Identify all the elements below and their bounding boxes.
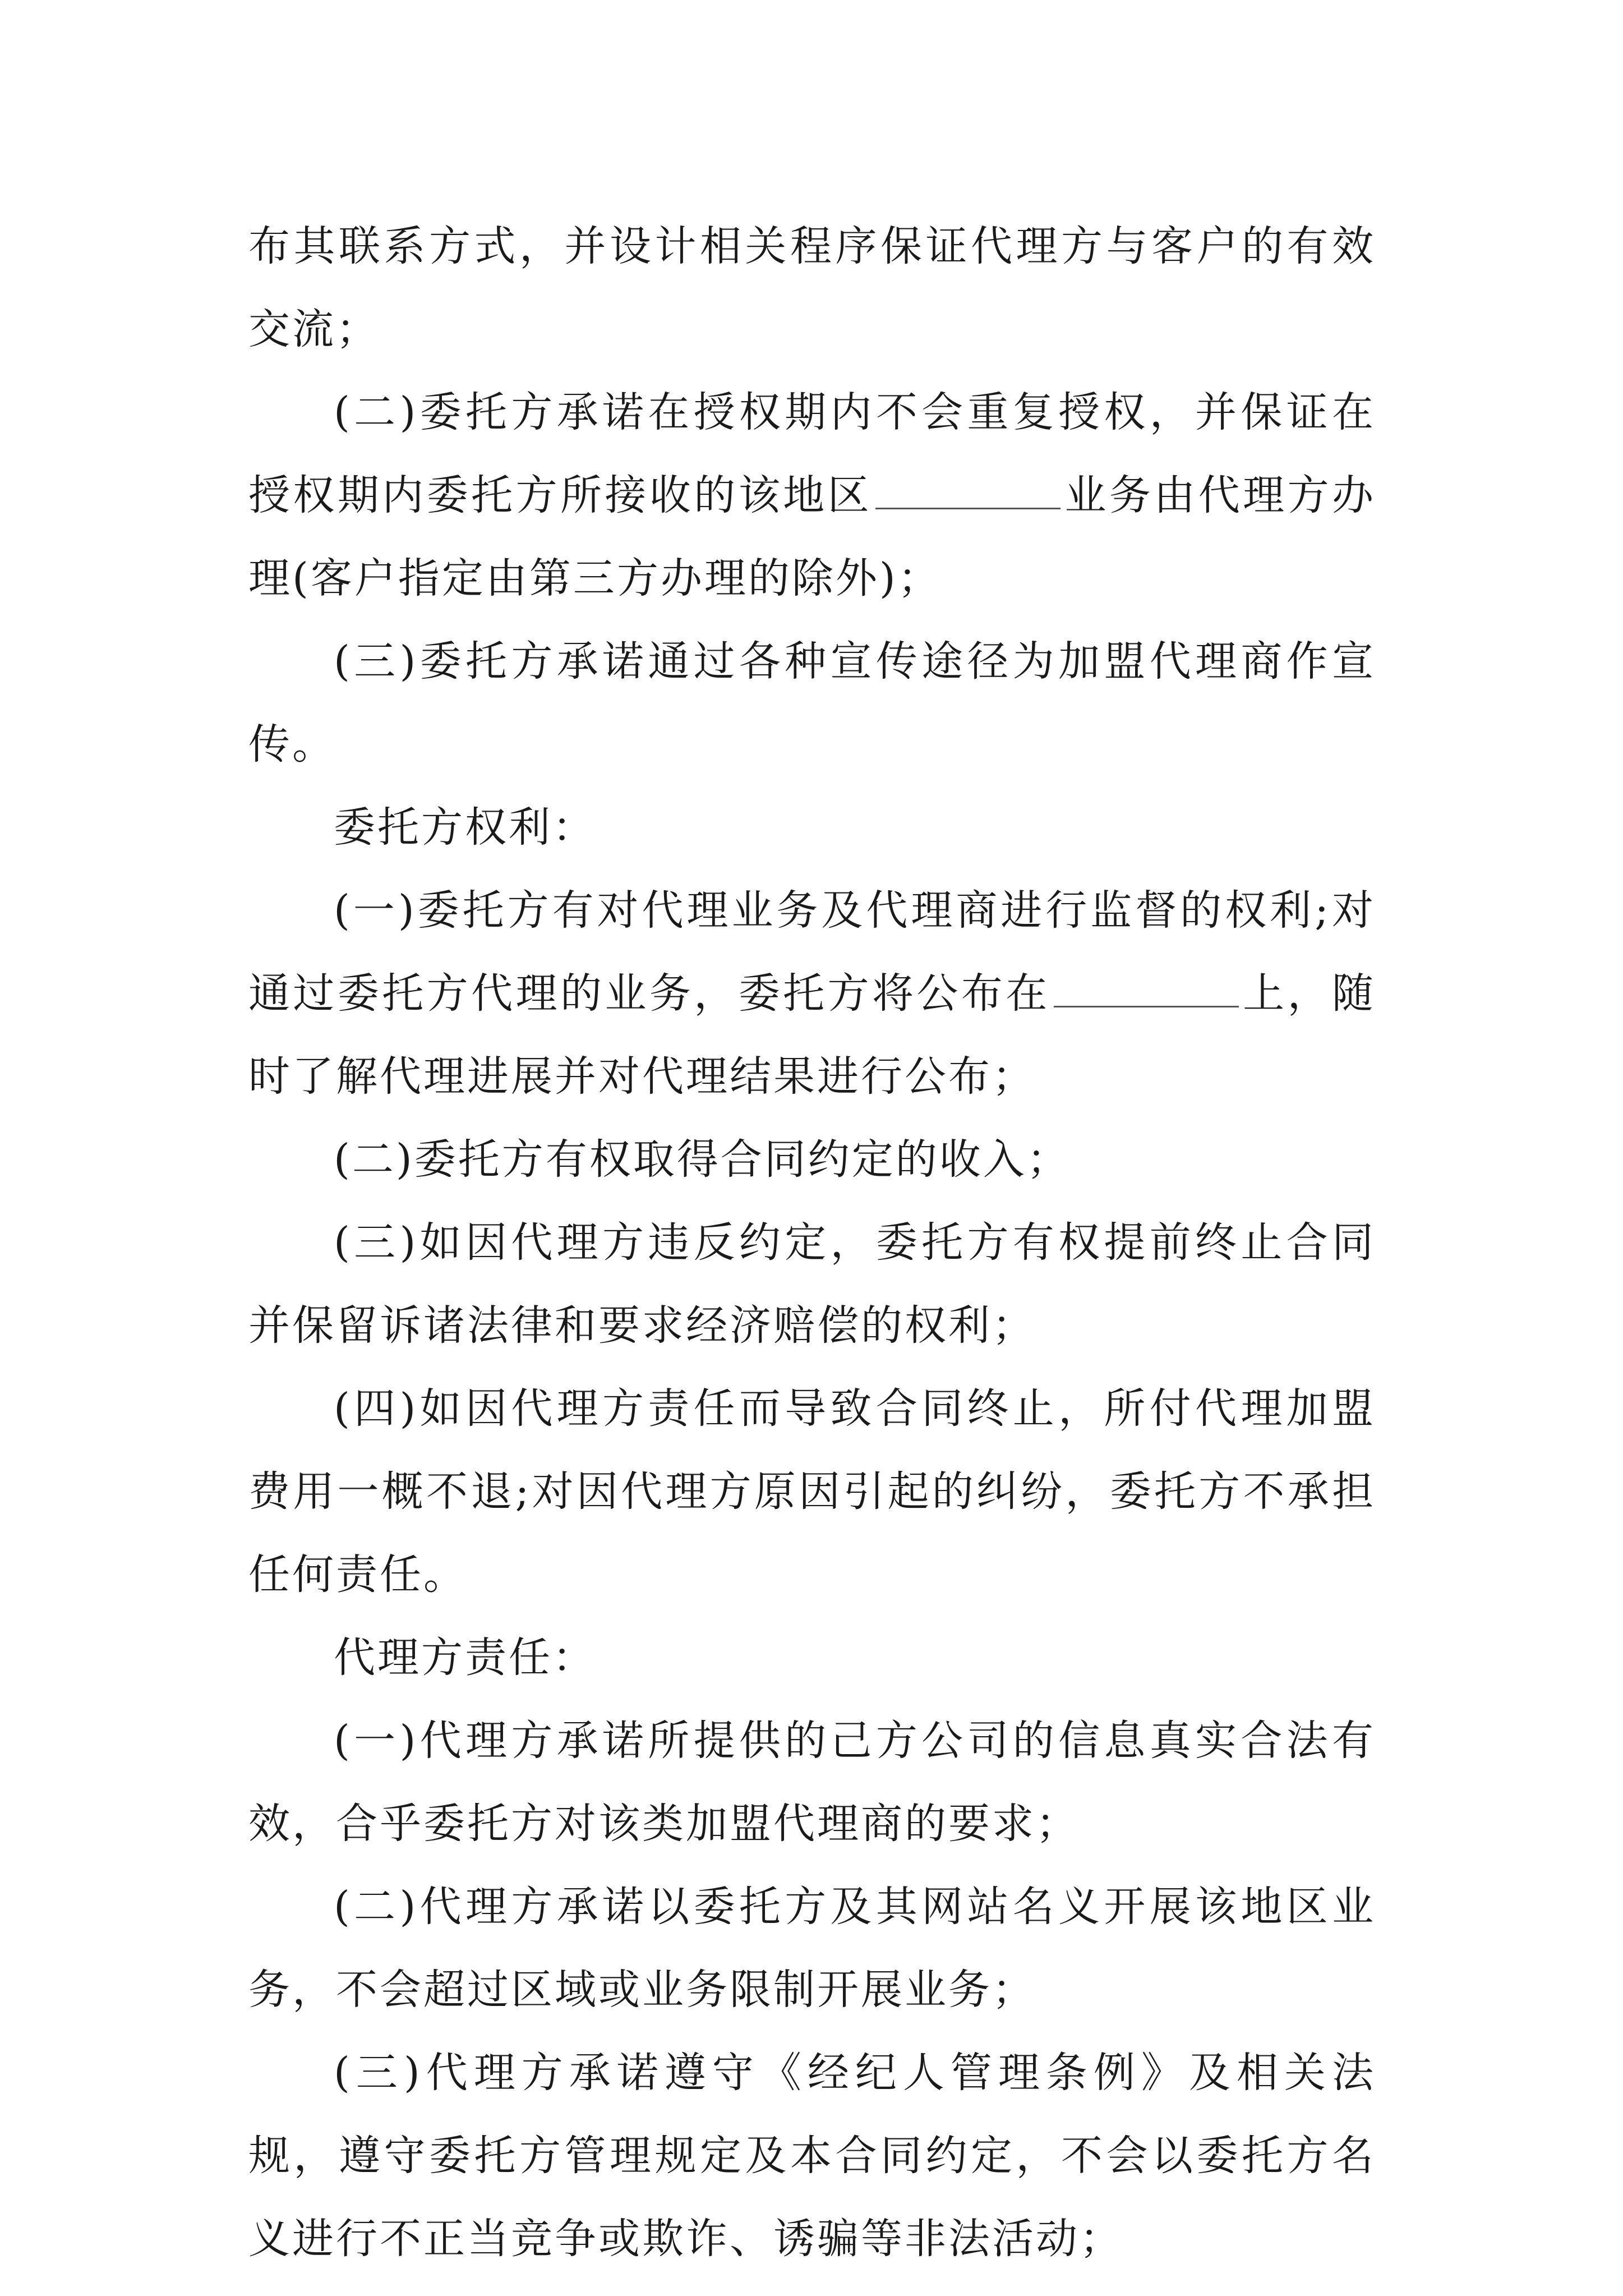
- fill-in-blank-publish-location[interactable]: [1054, 971, 1239, 1007]
- section-heading-text: 代理方责任：: [334, 1634, 596, 1682]
- paragraph-text: (四)如因代理方责任而导致合同终止，所付代理加盟费用一概不退;对因代理方原因引起的纠纷，委托方不承担任何责任。: [248, 1384, 1376, 1599]
- paragraph-agent-responsibility-3: [248, 2031, 1376, 2280]
- paragraph-entrustor-commitment-3: [248, 620, 1376, 786]
- paragraph-text: (一)代理方承诺所提供的己方公司的信息真实合法有效，合乎委托方对该类加盟代理商的要求；: [248, 1717, 1376, 1848]
- paragraph-text: 布其联系方式，并设计相关程序保证代理方与客户的有效交流；: [248, 222, 1376, 353]
- section-heading-entrustor-rights: [248, 786, 1376, 869]
- paragraph-text: (二)委托方有权取得合同约定的收入；: [334, 1135, 1071, 1184]
- paragraph-entrustor-right-1: [248, 869, 1376, 1118]
- paragraph-text-after-blank: 上，随时了解代理进展并对代理结果进行公布；: [248, 969, 1376, 1101]
- paragraph-text: (三)如因代理方违反约定，委托方有权提前终止合同并保留诉诸法律和要求经济赔偿的权利；: [248, 1218, 1376, 1350]
- paragraph-continued: [248, 205, 1376, 371]
- paragraph-entrustor-right-3: [248, 1201, 1376, 1367]
- paragraph-text: (二)代理方承诺以委托方及其网站名义开展该地区业务，不会超过区域或业务限制开展业务；: [248, 1883, 1376, 2014]
- paragraph-entrustor-right-2: [248, 1118, 1376, 1201]
- paragraph-text-after-blank: 业务由代理方办理(客户指定由第三方办理的除外)；: [248, 471, 1376, 602]
- paragraph-agent-responsibility-2: [248, 1865, 1376, 2031]
- section-heading-agent-responsibilities: [248, 1616, 1376, 1699]
- paragraph-text: (三)委托方承诺通过各种宣传途径为加盟代理商作宣传。: [248, 637, 1376, 769]
- fill-in-blank-region-business[interactable]: [875, 473, 1061, 509]
- paragraph-entrustor-commitment-2: [248, 371, 1376, 620]
- paragraph-agent-responsibility-1: [248, 1699, 1376, 1865]
- paragraph-text: (三)代理方承诺遵守《经纪人管理条例》及相关法规，遵守委托方管理规定及本合同约定，不会以委托方名义进行不正当竞争或欺诈、诱骗等非法活动；: [248, 2049, 1376, 2263]
- paragraph-entrustor-right-4: [248, 1367, 1376, 1616]
- section-heading-text: 委托方权利：: [334, 803, 596, 852]
- document-body: [248, 205, 1376, 2280]
- paragraph-text: (一)委托方有对代理业务及代理商进行监督的权利;对通过委托方代理的业务，委托方将公布在: [248, 886, 1376, 1018]
- paragraph-text: (二)委托方承诺在授权期内不会重复授权，并保证在授权期内委托方所接收的该地区: [248, 388, 1376, 519]
